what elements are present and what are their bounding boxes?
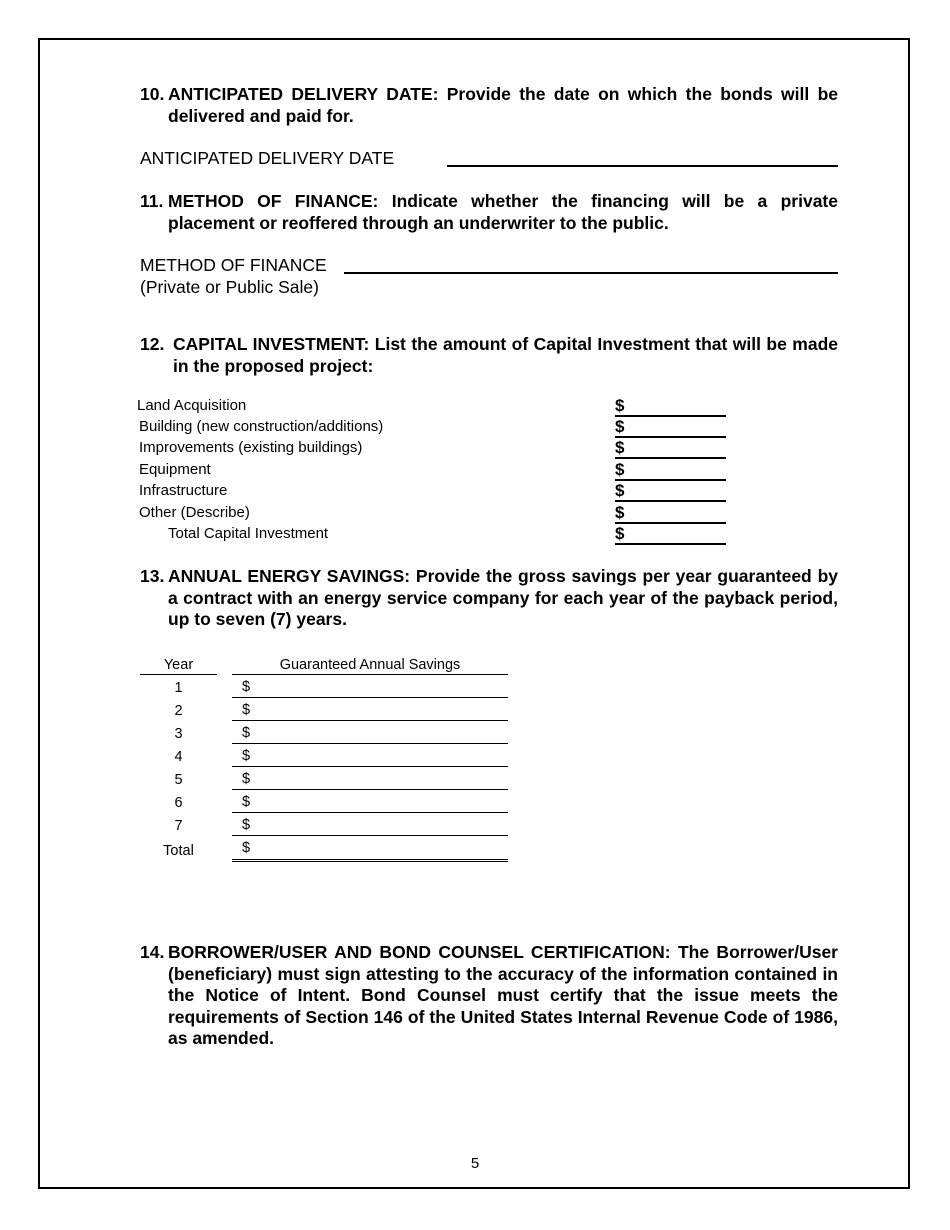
savings-total-amount-field[interactable]: $ xyxy=(232,838,508,862)
question-text: ANTICIPATED DELIVERY DATE: Provide the date on which the bonds will be delivered and paid for. xyxy=(168,84,838,126)
question-number: 14. xyxy=(140,942,165,962)
savings-total-row xyxy=(140,840,510,863)
capital-item-label: Other (Describe) xyxy=(139,504,250,521)
question-text: METHOD OF FINANCE: Indicate whether the financing will be a private placement or reoffered through an underwriter to the public. xyxy=(168,191,838,233)
savings-row xyxy=(140,746,510,769)
savings-amount-field[interactable]: $ xyxy=(232,769,508,790)
savings-year: 5 xyxy=(174,772,183,788)
savings-row xyxy=(140,723,510,746)
savings-amount-field[interactable]: $ xyxy=(232,677,508,698)
capital-item-label: Equipment xyxy=(139,461,211,478)
savings-row xyxy=(140,769,510,792)
capital-item-amount-field[interactable]: $ xyxy=(615,461,726,481)
page-number: 5 xyxy=(470,1155,480,1172)
question-14 xyxy=(140,942,838,1050)
savings-year-header: Year xyxy=(140,656,217,675)
capital-item-label: Infrastructure xyxy=(139,482,228,499)
capital-item-amount-field[interactable]: $ xyxy=(615,397,726,417)
method-of-finance-label: METHOD OF FINANCE xyxy=(140,255,327,275)
question-12 xyxy=(140,334,838,377)
capital-item-amount-field[interactable]: $ xyxy=(615,504,726,524)
method-of-finance-field[interactable] xyxy=(344,272,838,274)
capital-item-amount-field[interactable]: $ xyxy=(615,482,726,502)
question-number: 10. xyxy=(140,84,165,104)
capital-item-label: Land Acquisition xyxy=(137,397,247,414)
savings-amount-field[interactable]: $ xyxy=(232,700,508,721)
delivery-date-label: ANTICIPATED DELIVERY DATE xyxy=(140,148,395,168)
capital-item-label: Building (new construction/additions) xyxy=(139,418,384,435)
capital-total-label: Total Capital Investment xyxy=(168,525,329,542)
savings-amount-field[interactable]: $ xyxy=(232,792,508,813)
capital-item-amount-field[interactable]: $ xyxy=(615,418,726,438)
capital-item-label: Improvements (existing buildings) xyxy=(139,439,363,456)
savings-row xyxy=(140,792,510,815)
question-text: ANNUAL ENERGY SAVINGS: Provide the gross savings per year guaranteed by a contract with an energy service company for each year of the payback period, up to seven (7) years. xyxy=(168,566,838,629)
savings-amount-header: Guaranteed Annual Savings xyxy=(232,656,508,675)
question-number: 13. xyxy=(140,566,165,586)
question-11 xyxy=(140,191,838,234)
question-text: BORROWER/USER AND BOND COUNSEL CERTIFICATION: The Borrower/User (beneficiary) must sign attesting to the accuracy of the information contained in the Notice of Intent. Bond Counsel must certify that the issue meets the requirements of Section 146 of the United States Internal Revenue Code of 1986, as amended. xyxy=(168,942,838,1048)
question-10 xyxy=(140,84,838,127)
savings-row xyxy=(140,700,510,723)
savings-year: 1 xyxy=(174,680,183,696)
savings-year: 7 xyxy=(174,818,183,834)
delivery-date-field[interactable] xyxy=(447,165,838,167)
savings-row xyxy=(140,815,510,838)
savings-amount-field[interactable]: $ xyxy=(232,815,508,836)
question-number: 12. xyxy=(140,334,165,354)
savings-amount-field[interactable]: $ xyxy=(232,723,508,744)
savings-year: 6 xyxy=(174,795,183,811)
savings-total-label: Total xyxy=(163,843,194,859)
method-of-finance-hint: (Private or Public Sale) xyxy=(140,277,319,297)
savings-year: 3 xyxy=(174,726,183,742)
capital-total-amount-field[interactable]: $ xyxy=(615,525,726,545)
savings-year: 4 xyxy=(174,749,183,765)
savings-year: 2 xyxy=(174,703,183,719)
question-text: CAPITAL INVESTMENT: List the amount of Capital Investment that will be made in the proposed project: xyxy=(173,334,838,376)
question-13 xyxy=(140,566,838,631)
savings-row xyxy=(140,677,510,700)
capital-item-amount-field[interactable]: $ xyxy=(615,439,726,459)
question-number: 11. xyxy=(140,191,164,211)
savings-amount-field[interactable]: $ xyxy=(232,746,508,767)
